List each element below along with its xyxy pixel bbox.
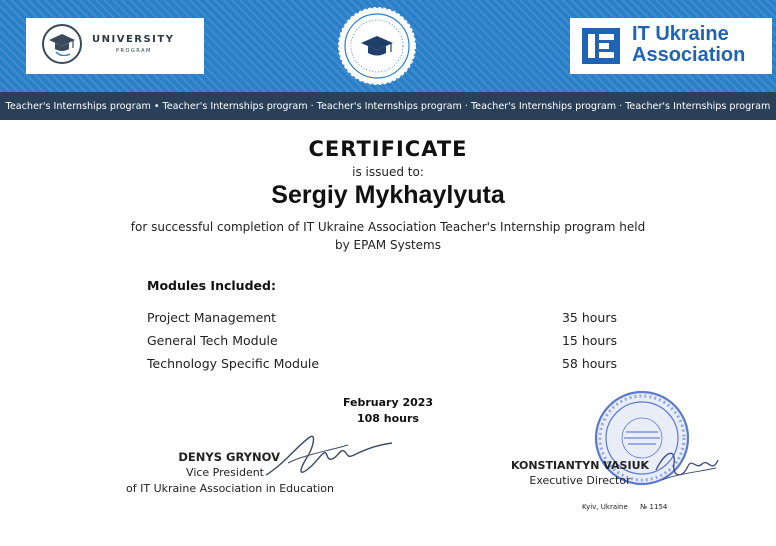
it-ukraine-mark-icon [582, 28, 620, 68]
band-item: Teacher's Internships program [470, 100, 617, 112]
module-hours: 15 hours [561, 333, 617, 348]
band-separator: · [619, 100, 623, 112]
band-separator: · [464, 100, 468, 112]
certificate-title: CERTIFICATE [308, 137, 468, 161]
module-hours: 35 hours [561, 310, 617, 325]
association-logo-text [632, 24, 745, 66]
band-item: Teacher's Internships program [316, 100, 462, 112]
issue-date: February 2023 [342, 396, 434, 409]
module-name: General Tech Module [147, 333, 278, 348]
band-separator: · [310, 100, 314, 112]
band-item: Teacher's Internships program [162, 100, 308, 112]
signatory-right-name: KONSTIANTYN VASIUK [510, 459, 650, 472]
signatory-left [112, 449, 334, 497]
band-item: Teacher's Internships program [625, 100, 771, 112]
graduation-cap-icon [42, 24, 82, 64]
description-line-1: for successful completion of IT Ukraine Association Teacher's Internship program held [130, 220, 646, 234]
signatory-right-role: Executive Director [529, 474, 631, 487]
university-logo-title: UNIVERSITY [92, 34, 175, 45]
it-ukraine-association-logo [570, 18, 772, 74]
description-line-2: by EPAM Systems [335, 238, 441, 252]
signatory-left-name: DENYS GRYNOV [178, 450, 280, 464]
total-hours: 108 hours [357, 412, 419, 425]
issued-to-label: is issued to: [352, 165, 424, 179]
completion-description [0, 218, 776, 254]
recipient-name: Sergiy Mykhaylyuta [271, 181, 505, 209]
signatory-left-role: Vice President [186, 466, 264, 479]
graduation-seal-icon [337, 6, 417, 86]
module-row [147, 333, 617, 353]
module-name: Technology Specific Module [147, 356, 320, 371]
issue-place: Kyiv, Ukraine [582, 503, 628, 511]
program-band [0, 92, 776, 120]
module-hours: 58 hours [561, 356, 617, 371]
university-program-logo [26, 18, 204, 74]
band-separator: • [153, 100, 160, 112]
modules-heading: Modules Included: [147, 278, 276, 293]
module-row [147, 356, 617, 376]
certificate-footer [582, 503, 667, 511]
module-row [147, 310, 617, 330]
association-logo-line2: Association [632, 44, 746, 66]
header-band [0, 0, 776, 92]
signatory-left-org: of IT Ukraine Association in Education [126, 482, 334, 495]
signatory-right [490, 458, 670, 488]
university-logo-subtitle: PROGRAM [116, 48, 152, 54]
certificate-number: № 1154 [640, 503, 668, 511]
module-name: Project Management [147, 310, 277, 325]
band-item: Teacher's Internships program [5, 100, 151, 112]
association-logo-line1: IT Ukraine [632, 23, 729, 45]
